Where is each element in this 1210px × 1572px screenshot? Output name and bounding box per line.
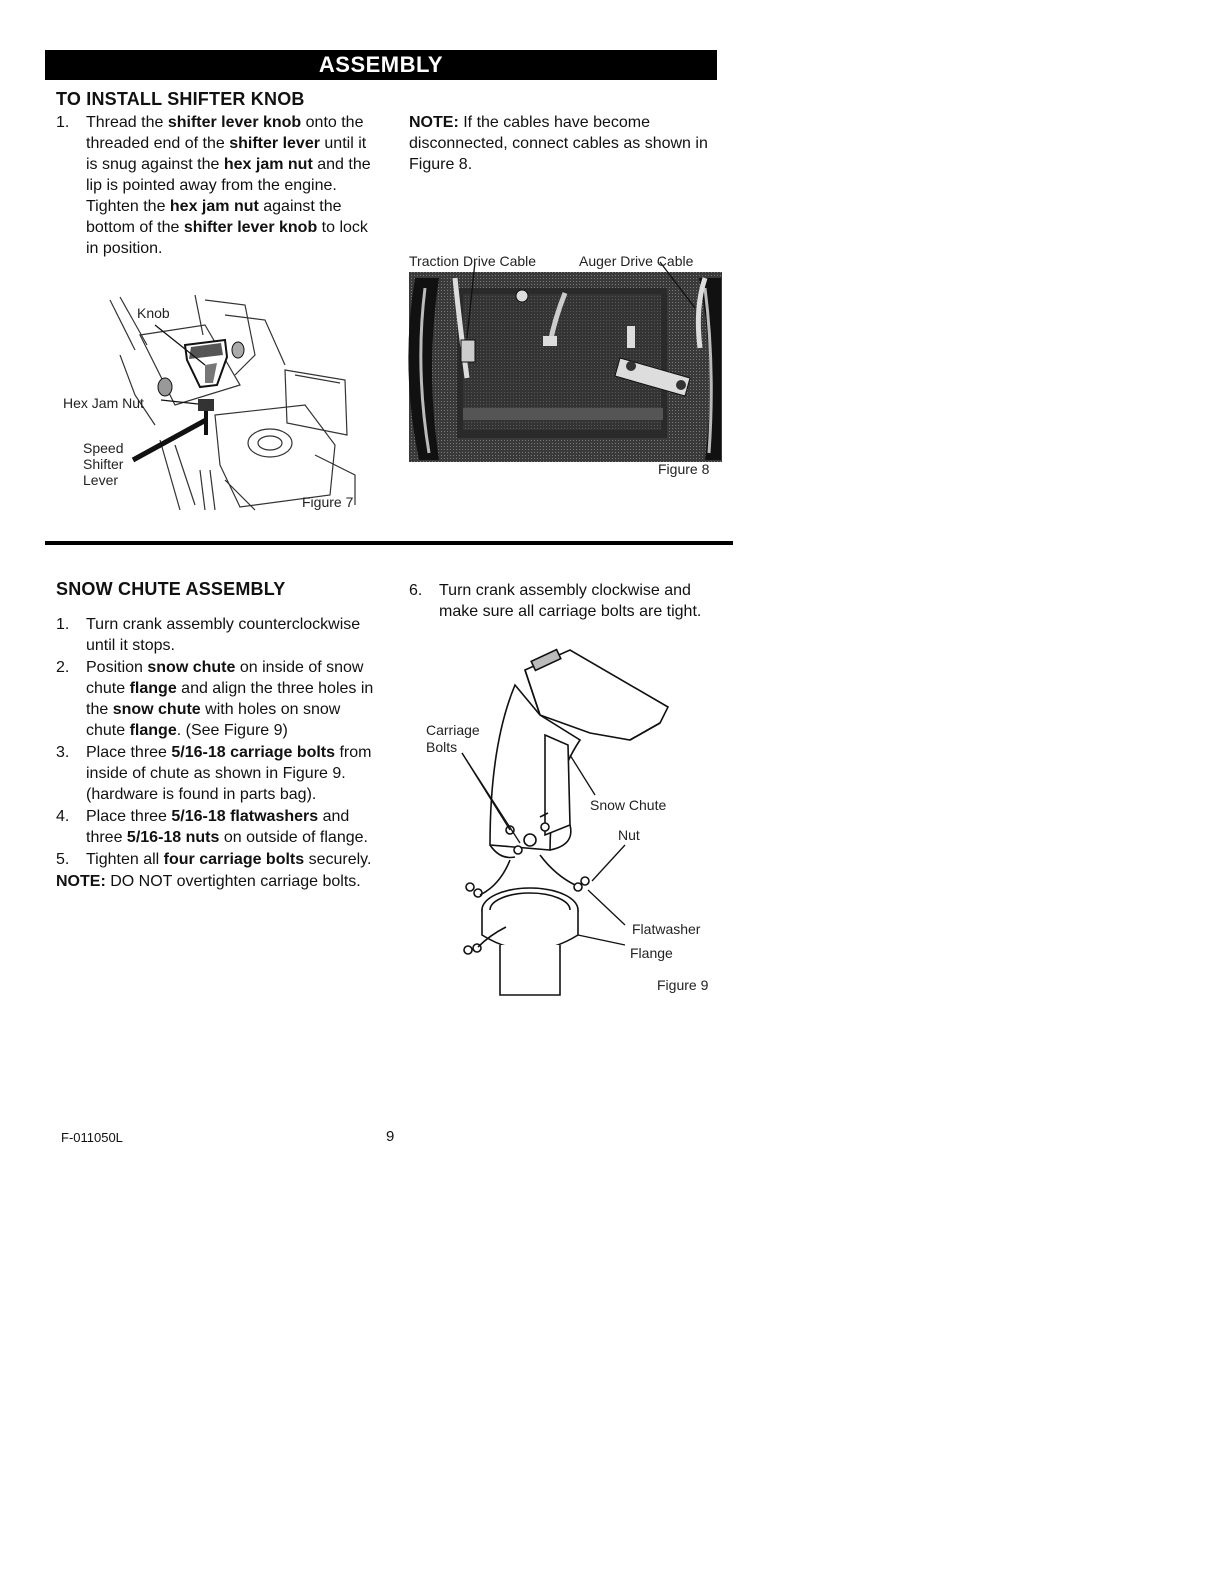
step-text: onto the threaded end of the <box>86 114 364 152</box>
step-bold: snow chute <box>112 701 201 718</box>
step-text: Place three <box>86 744 172 761</box>
step-number: 1. <box>56 616 70 633</box>
step-text: and align the three holes in the <box>86 680 374 718</box>
label-flange: Flange <box>630 945 673 961</box>
figure-8 <box>405 248 725 483</box>
step-text: Place three <box>86 808 172 825</box>
step-text: Position <box>86 659 148 676</box>
step-bold: shifter lever knob <box>183 219 318 236</box>
step-bold: 5/16-18 carriage bolts <box>171 744 336 761</box>
figure-7-caption: Figure 7 <box>302 494 354 510</box>
label-flatwasher: Flatwasher <box>632 921 701 937</box>
step-text: and three <box>86 808 350 846</box>
step-text: Thread the <box>86 114 168 131</box>
note-text: DO NOT overtighten carriage bolts. <box>105 873 361 890</box>
step-text: from inside of chute as shown in Figure 9. (hardware is found in parts bag). <box>86 744 372 803</box>
step-number: 3. <box>56 744 70 761</box>
step-number: 1. <box>56 114 70 131</box>
step-bold: hex jam nut <box>223 156 313 173</box>
step-text: on outside of flange. <box>219 829 368 846</box>
step-text: on inside of snow chute <box>86 659 364 697</box>
snow-chute-heading: SNOW CHUTE ASSEMBLY <box>56 579 286 599</box>
step-text: to lock in position. <box>86 219 368 257</box>
step-number: 4. <box>56 808 70 825</box>
shifter-steps <box>56 112 376 260</box>
step-bold: flange <box>129 722 177 739</box>
note-text: If the cables have become disconnected, connect cables as shown in Figure 8. <box>409 114 708 173</box>
label-snow-chute: Snow Chute <box>590 797 667 813</box>
figure-9-drawing <box>420 645 730 1000</box>
step-text: with holes on snow chute <box>86 701 341 739</box>
step-bold: shifter lever <box>229 135 320 152</box>
label-hex-jam-nut: Hex Jam Nut <box>63 395 144 411</box>
step-text: and the lip is pointed away from the engine. Tighten the <box>86 156 371 215</box>
step-bold: hex jam nut <box>169 198 259 215</box>
figure-7-drawing <box>55 295 375 515</box>
step-bold: shifter lever knob <box>167 114 302 131</box>
chute-step-1 <box>56 614 376 656</box>
label-lever: Lever <box>83 472 119 488</box>
section-banner: ASSEMBLY <box>45 50 717 80</box>
note-label: NOTE: <box>409 114 459 131</box>
label-nut: Nut <box>618 827 640 843</box>
note-label: NOTE: <box>56 873 106 890</box>
figure-9-caption: Figure 9 <box>657 977 709 993</box>
cables-note <box>409 112 724 175</box>
step-text: Turn crank assembly counterclockwise until it stops. <box>86 616 361 654</box>
step-number: 5. <box>56 851 70 868</box>
chute-step-6 <box>409 580 724 622</box>
figure-7 <box>55 295 375 515</box>
step-text: Tighten all <box>86 851 164 868</box>
label-knob: Knob <box>137 305 170 321</box>
figure-8-drawing <box>405 248 725 483</box>
step-bold: flange <box>129 680 177 697</box>
label-carriage: Carriage <box>426 722 480 738</box>
label-traction-drive-cable: Traction Drive Cable <box>409 253 537 269</box>
step-text: securely. <box>304 851 372 868</box>
page-number: 9 <box>386 1128 395 1145</box>
chute-step-6-block <box>409 580 724 623</box>
document-code: F-011050L <box>61 1130 123 1145</box>
step-text: until it is snug against the <box>86 135 367 173</box>
step-text: Turn crank assembly clockwise and make sure all carriage bolts are tight. <box>439 582 702 620</box>
shifter-step-1 <box>56 112 376 259</box>
step-text: against the bottom of the <box>86 198 342 236</box>
step-bold: 5/16-18 nuts <box>126 829 220 846</box>
label-speed: Speed <box>83 440 124 456</box>
chute-step-2 <box>56 657 376 741</box>
snow-chute-steps <box>56 614 376 892</box>
label-auger-drive-cable: Auger Drive Cable <box>579 253 694 269</box>
figure-8-caption: Figure 8 <box>658 461 710 477</box>
section-divider <box>45 541 733 545</box>
step-bold: four carriage bolts <box>163 851 305 868</box>
chute-step-5 <box>56 849 376 870</box>
step-number: 2. <box>56 659 70 676</box>
step-bold: snow chute <box>147 659 236 676</box>
step-bold: 5/16-18 flatwashers <box>171 808 319 825</box>
chute-step-4 <box>56 806 376 848</box>
step-number: 6. <box>409 582 423 599</box>
label-shifter: Shifter <box>83 456 124 472</box>
label-bolts: Bolts <box>426 739 458 755</box>
chute-note <box>56 871 376 892</box>
figure-9 <box>420 645 730 1000</box>
shifter-heading: TO INSTALL SHIFTER KNOB <box>56 89 305 109</box>
step-text: . (See Figure 9) <box>176 722 288 739</box>
chute-step-3 <box>56 742 376 805</box>
